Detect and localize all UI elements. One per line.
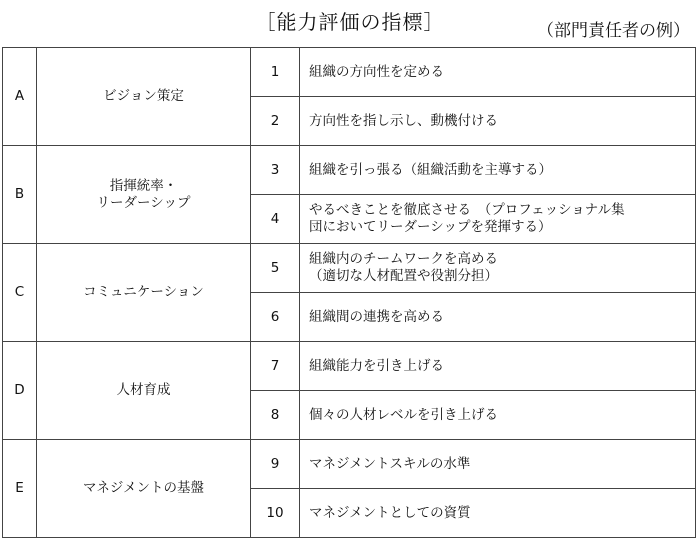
category-letter: E xyxy=(3,440,37,538)
item-description: 方向性を指し示し、動機付ける xyxy=(300,97,696,146)
item-number: 5 xyxy=(251,244,300,293)
item-number: 1 xyxy=(251,48,300,97)
category-name: マネジメントの基盤 xyxy=(37,440,251,538)
item-description: 組織を引っ張る（組織活動を主導する） xyxy=(300,146,696,195)
category-letter: C xyxy=(3,244,37,342)
page-subtitle: （部門責任者の例） xyxy=(537,21,690,41)
evaluation-table xyxy=(2,47,696,538)
item-description: やるべきことを徹底させる （プロフェッショナル集 団においてリーダーシップを発揮する） xyxy=(300,195,696,244)
table-row xyxy=(3,244,696,293)
item-number: 4 xyxy=(251,195,300,244)
category-letter: D xyxy=(3,342,37,440)
item-description: 組織間の連携を高める xyxy=(300,293,696,342)
item-number: 3 xyxy=(251,146,300,195)
category-name: コミュニケーション xyxy=(37,244,251,342)
item-description: マネジメントスキルの水準 xyxy=(300,440,696,489)
table-row xyxy=(3,342,696,391)
item-description: 個々の人材レベルを引き上げる xyxy=(300,391,696,440)
table-row xyxy=(3,146,696,195)
item-number: 9 xyxy=(251,440,300,489)
item-number: 7 xyxy=(251,342,300,391)
table-row xyxy=(3,440,696,489)
item-number: 2 xyxy=(251,97,300,146)
category-name: ビジョン策定 xyxy=(37,48,251,146)
item-number: 8 xyxy=(251,391,300,440)
category-name: 人材育成 xyxy=(37,342,251,440)
item-description: 組織の方向性を定める xyxy=(300,48,696,97)
item-description: 組織能力を引き上げる xyxy=(300,342,696,391)
page-title: ［能力評価の指標］ xyxy=(255,10,445,34)
category-letter: B xyxy=(3,146,37,244)
item-number: 6 xyxy=(251,293,300,342)
item-description: マネジメントとしての資質 xyxy=(300,489,696,538)
category-name: 指揮統率・ リーダーシップ xyxy=(37,146,251,244)
item-number: 10 xyxy=(251,489,300,538)
item-description: 組織内のチームワークを高める （適切な人材配置や役割分担） xyxy=(300,244,696,293)
table-row xyxy=(3,48,696,97)
category-letter: A xyxy=(3,48,37,146)
